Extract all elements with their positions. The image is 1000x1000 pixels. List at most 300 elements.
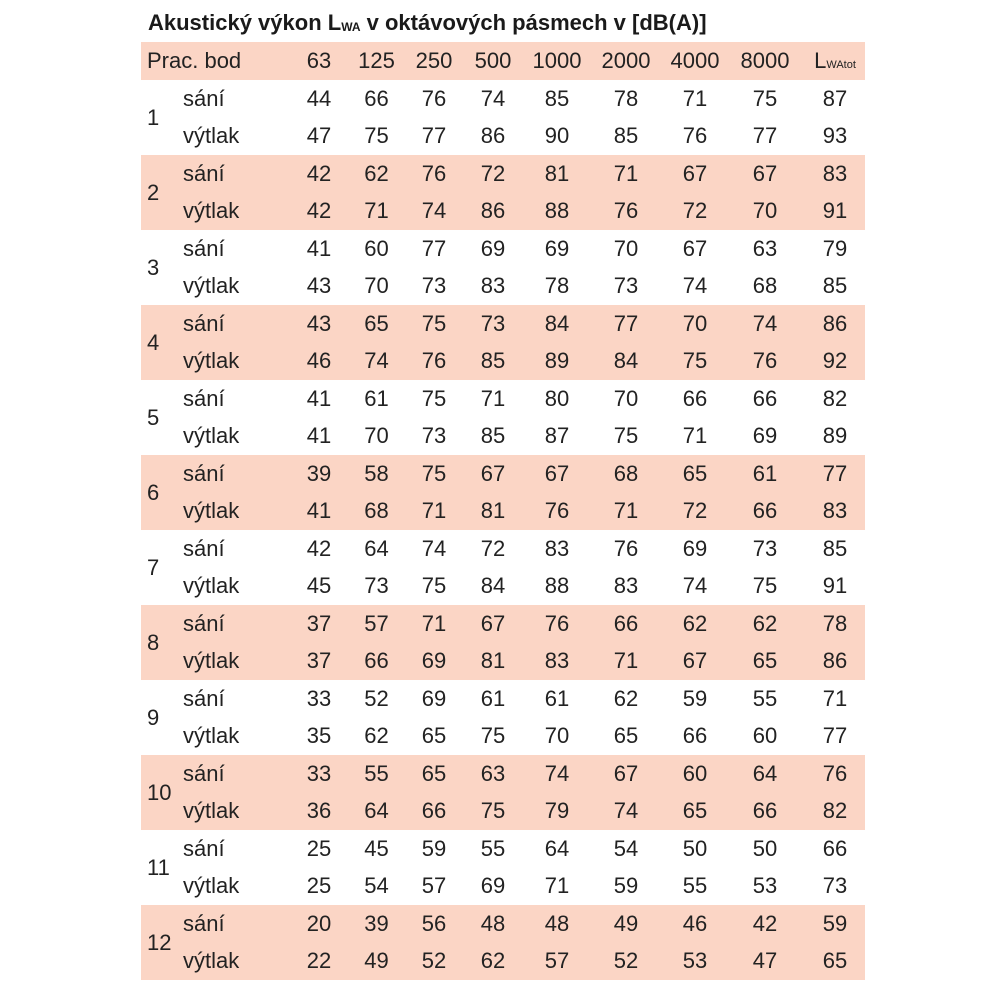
row-label: výtlak (183, 873, 240, 898)
table-cell: 69 (544, 236, 570, 261)
row-label: sání (183, 686, 225, 711)
table-cell: 57 (544, 948, 570, 973)
table-cell: 61 (544, 686, 570, 711)
table-row-discharge (179, 718, 865, 755)
table-cell: 67 (613, 761, 639, 786)
table-cell: 55 (480, 836, 506, 861)
title-text: Akustický výkon L (148, 10, 342, 35)
table-row-intake (179, 606, 865, 643)
table-cell: 76 (752, 348, 778, 373)
table-cell: 71 (613, 648, 639, 673)
table-cell: 78 (544, 273, 570, 298)
row-label: sání (183, 386, 225, 411)
table-cell: 79 (544, 798, 570, 823)
table-cell: 75 (682, 348, 708, 373)
table-cell: 72 (480, 536, 506, 561)
table-cell: 75 (752, 573, 778, 598)
row-label: sání (183, 761, 225, 786)
table-cell: 76 (544, 611, 570, 636)
table-cell: 66 (752, 386, 778, 411)
table-cell: 65 (421, 761, 447, 786)
table-cell: 89 (544, 348, 570, 373)
table-cell: 76 (682, 123, 708, 148)
table-cell: 87 (544, 423, 570, 448)
table-cell: 60 (682, 761, 708, 786)
table-cell: 83 (613, 573, 639, 598)
table-cell: 74 (421, 198, 447, 223)
table-cell: 66 (421, 798, 447, 823)
table-row-intake (179, 231, 865, 268)
table-cell: 69 (752, 423, 778, 448)
row-label: výtlak (183, 123, 240, 148)
table-cell: 72 (682, 498, 708, 523)
table-cell: 75 (613, 423, 639, 448)
table-cell: 77 (822, 723, 848, 748)
table-cell: 61 (480, 686, 506, 711)
table-row-discharge (179, 418, 865, 455)
table-row-discharge (179, 268, 865, 305)
table-row-discharge (179, 493, 865, 530)
row-label: sání (183, 236, 225, 261)
table-cell: 75 (480, 723, 506, 748)
row-group-body (179, 230, 865, 305)
table-cell: 75 (421, 386, 447, 411)
table-cell: 39 (364, 911, 389, 936)
table-cell: 47 (306, 123, 332, 148)
table-cell: 52 (613, 948, 639, 973)
table-cell: 64 (752, 761, 778, 786)
row-group-body (179, 830, 865, 905)
table-cell: 82 (822, 386, 848, 411)
header-band-1000: 1000 (532, 48, 582, 73)
header-band-500: 500 (474, 48, 512, 73)
row-label: sání (183, 86, 225, 111)
table-cell: 57 (421, 873, 447, 898)
table-cell: 66 (752, 798, 778, 823)
header-total-main: L (814, 48, 827, 73)
row-label: výtlak (183, 573, 240, 598)
table-cell: 86 (480, 198, 506, 223)
header-band-63: 63 (306, 48, 332, 73)
table-cell: 65 (364, 311, 389, 336)
table-row-intake (179, 81, 865, 118)
working-point-number: 10 (147, 779, 172, 805)
table-cell: 41 (306, 386, 332, 411)
table-cell: 76 (421, 348, 447, 373)
table-cell: 74 (544, 761, 570, 786)
table-row-intake (179, 381, 865, 418)
table-cell: 66 (682, 723, 708, 748)
table-cell: 65 (822, 948, 848, 973)
table-cell: 65 (682, 461, 708, 486)
table-cell: 67 (480, 461, 506, 486)
table-cell: 46 (682, 911, 708, 936)
table-cell: 76 (544, 498, 570, 523)
table-cell: 70 (364, 273, 389, 298)
table-cell: 59 (613, 873, 639, 898)
table-cell: 73 (480, 311, 506, 336)
table-cell: 71 (613, 498, 639, 523)
row-label: výtlak (183, 273, 240, 298)
table-cell: 45 (364, 836, 389, 861)
table-cell: 53 (682, 948, 708, 973)
row-label: sání (183, 461, 225, 486)
table-body (141, 80, 865, 980)
table-cell: 74 (682, 573, 708, 598)
table-row-discharge (179, 118, 865, 155)
table-cell: 69 (682, 536, 708, 561)
table-cell: 74 (613, 798, 639, 823)
table-cell: 63 (752, 236, 778, 261)
table-row-group (141, 605, 865, 680)
table-cell: 53 (752, 873, 778, 898)
table-cell: 66 (752, 498, 778, 523)
table-row-intake (179, 306, 865, 343)
table-cell: 87 (822, 86, 848, 111)
table-cell: 73 (421, 273, 447, 298)
table-cell: 72 (480, 161, 506, 186)
row-label: výtlak (183, 423, 240, 448)
working-point-number: 5 (147, 404, 160, 430)
table-cell: 83 (822, 498, 848, 523)
table-cell: 77 (421, 123, 447, 148)
table-cell: 67 (544, 461, 570, 486)
table-cell: 74 (421, 536, 447, 561)
row-group-body (179, 755, 865, 830)
table-cell: 67 (682, 161, 708, 186)
table-cell: 86 (822, 648, 848, 673)
table-cell: 76 (613, 536, 639, 561)
table-cell: 60 (364, 236, 389, 261)
table-cell: 66 (613, 611, 639, 636)
table-cell: 68 (613, 461, 639, 486)
table-cell: 90 (544, 123, 570, 148)
row-group-body (179, 305, 865, 380)
table-cell: 91 (822, 198, 848, 223)
table-cell: 73 (822, 873, 848, 898)
row-label: sání (183, 536, 225, 561)
table-cell: 62 (364, 723, 389, 748)
row-group-body (179, 530, 865, 605)
table-cell: 20 (306, 911, 332, 936)
table-row-discharge (179, 568, 865, 605)
working-point-number: 3 (147, 254, 160, 280)
table-cell: 55 (364, 761, 389, 786)
table-cell: 73 (752, 536, 778, 561)
table-cell: 68 (752, 273, 778, 298)
table-cell: 76 (613, 198, 639, 223)
row-label: sání (183, 161, 225, 186)
table-cell: 71 (544, 873, 570, 898)
table-row-group (141, 530, 865, 605)
table-row-group (141, 455, 865, 530)
table-cell: 78 (822, 611, 848, 636)
table-cell: 62 (480, 948, 506, 973)
table-cell: 75 (364, 123, 389, 148)
table-row-intake (179, 681, 865, 718)
table-cell: 63 (480, 761, 506, 786)
table-cell: 89 (822, 423, 848, 448)
working-point-number: 8 (147, 629, 160, 655)
row-group-body (179, 905, 865, 980)
table-cell: 56 (421, 911, 447, 936)
table-cell: 93 (822, 123, 848, 148)
table-cell: 22 (306, 948, 332, 973)
table-cell: 71 (613, 161, 639, 186)
table-row-discharge (179, 793, 865, 830)
table-cell: 81 (480, 648, 506, 673)
header-band-8000: 8000 (740, 48, 790, 73)
table-cell: 70 (613, 236, 639, 261)
table-cell: 69 (480, 236, 506, 261)
table-cell: 64 (544, 836, 570, 861)
table-cell: 75 (421, 573, 447, 598)
row-label: výtlak (183, 498, 240, 523)
row-group-body (179, 380, 865, 455)
row-group-body (179, 80, 865, 155)
table-cell: 59 (421, 836, 447, 861)
table-cell: 85 (822, 536, 848, 561)
row-label: výtlak (183, 798, 240, 823)
table-cell: 25 (306, 836, 332, 861)
table-cell: 49 (364, 948, 389, 973)
table-cell: 76 (421, 86, 447, 111)
table-cell: 84 (544, 311, 570, 336)
table-cell: 73 (421, 423, 447, 448)
table-row-intake (179, 906, 865, 943)
title-subscript: WA (341, 20, 361, 34)
title-text-rest: v oktávových pásmech v [dB(A)] (360, 10, 707, 35)
table-cell: 41 (306, 236, 332, 261)
table-cell: 79 (822, 236, 848, 261)
table-cell: 77 (613, 311, 639, 336)
table-row-group (141, 755, 865, 830)
table-cell: 59 (682, 686, 708, 711)
row-label: sání (183, 836, 225, 861)
table-cell: 67 (752, 161, 778, 186)
table-cell: 48 (544, 911, 570, 936)
table-cell: 59 (822, 911, 848, 936)
table-row-discharge (179, 193, 865, 230)
table-cell: 75 (480, 798, 506, 823)
table-row-group (141, 680, 865, 755)
table-cell: 75 (421, 311, 447, 336)
table-row-group (141, 380, 865, 455)
table-cell: 71 (421, 611, 447, 636)
table-cell: 70 (752, 198, 778, 223)
table-cell: 46 (306, 348, 332, 373)
table-row-intake (179, 831, 865, 868)
table-cell: 71 (682, 86, 708, 111)
table-cell: 85 (480, 423, 506, 448)
table-row-intake (179, 156, 865, 193)
table-cell: 42 (306, 161, 332, 186)
table-cell: 76 (822, 761, 848, 786)
row-group-body (179, 605, 865, 680)
table-row-discharge (179, 643, 865, 680)
row-label: sání (183, 611, 225, 636)
table-cell: 86 (822, 311, 848, 336)
working-point-number: 6 (147, 479, 160, 505)
table-cell: 33 (306, 761, 332, 786)
table-cell: 76 (421, 161, 447, 186)
table-cell: 77 (752, 123, 778, 148)
table-cell: 81 (544, 161, 570, 186)
table-cell: 52 (421, 948, 447, 973)
table-cell: 84 (480, 573, 506, 598)
table-cell: 42 (752, 911, 778, 936)
table-cell: 25 (306, 873, 332, 898)
table-cell: 36 (306, 798, 332, 823)
table-cell: 37 (306, 648, 332, 673)
table-cell: 49 (613, 911, 639, 936)
table-cell: 72 (682, 198, 708, 223)
table-cell: 41 (306, 423, 332, 448)
table-cell: 55 (682, 873, 708, 898)
table-title (148, 6, 707, 40)
table-cell: 70 (544, 723, 570, 748)
table-cell: 70 (613, 386, 639, 411)
table-cell: 66 (364, 86, 389, 111)
table-cell: 77 (822, 461, 848, 486)
header-band-250: 250 (415, 48, 453, 73)
table-cell: 74 (480, 86, 506, 111)
table-cell: 82 (822, 798, 848, 823)
header-total-sub: WAtot (826, 59, 856, 71)
table-cell: 50 (752, 836, 778, 861)
table-row-discharge (179, 343, 865, 380)
table-cell: 62 (613, 686, 639, 711)
table-row-group (141, 80, 865, 155)
table-cell: 71 (364, 198, 389, 223)
table-cell: 85 (544, 86, 570, 111)
table-cell: 64 (364, 798, 389, 823)
table-cell: 92 (822, 348, 848, 373)
table-cell: 60 (752, 723, 778, 748)
table-cell: 65 (682, 798, 708, 823)
table-cell: 83 (480, 273, 506, 298)
table-cell: 80 (544, 386, 570, 411)
table-cell: 83 (544, 536, 570, 561)
table-cell: 73 (613, 273, 639, 298)
table-cell: 86 (480, 123, 506, 148)
table-cell: 73 (364, 573, 389, 598)
row-label: výtlak (183, 198, 240, 223)
working-point-number: 9 (147, 704, 160, 730)
table-cell: 58 (364, 461, 389, 486)
table-cell: 74 (752, 311, 778, 336)
table-cell: 37 (306, 611, 332, 636)
table-header-row (141, 42, 865, 80)
working-point-number: 12 (147, 929, 172, 955)
table-row-group (141, 305, 865, 380)
table-cell: 61 (364, 386, 389, 411)
table-cell: 65 (613, 723, 639, 748)
table-cell: 74 (364, 348, 389, 373)
table-cell: 42 (306, 536, 332, 561)
table-cell: 68 (364, 498, 389, 523)
table-row-group (141, 830, 865, 905)
table-row-discharge (179, 868, 865, 905)
table-cell: 78 (613, 86, 639, 111)
table-cell: 66 (822, 836, 848, 861)
row-group-body (179, 455, 865, 530)
table-cell: 91 (822, 573, 848, 598)
table-cell: 71 (480, 386, 506, 411)
header-band-4000: 4000 (670, 48, 720, 73)
table-cell: 77 (421, 236, 447, 261)
working-point-number: 11 (147, 854, 170, 880)
table-cell: 52 (364, 686, 389, 711)
table-cell: 75 (421, 461, 447, 486)
sound-power-table (141, 42, 865, 980)
table-cell: 67 (682, 648, 708, 673)
table-cell: 75 (752, 86, 778, 111)
table-cell: 88 (544, 573, 570, 598)
table-cell: 43 (306, 311, 332, 336)
header-band-125: 125 (358, 48, 395, 73)
table-cell: 71 (421, 498, 447, 523)
table-cell: 41 (306, 498, 332, 523)
table-cell: 66 (682, 386, 708, 411)
table-cell: 71 (682, 423, 708, 448)
table-cell: 64 (364, 536, 389, 561)
table-cell: 88 (544, 198, 570, 223)
table-cell: 81 (480, 498, 506, 523)
table-cell: 33 (306, 686, 332, 711)
table-cell: 69 (480, 873, 506, 898)
table-cell: 66 (364, 648, 389, 673)
table-cell: 62 (364, 161, 389, 186)
table-row-intake (179, 531, 865, 568)
table-cell: 85 (613, 123, 639, 148)
table-cell: 71 (822, 686, 848, 711)
table-cell: 35 (306, 723, 332, 748)
table-cell: 69 (421, 648, 447, 673)
table-cell: 85 (480, 348, 506, 373)
table-cell: 83 (544, 648, 570, 673)
row-group-body (179, 680, 865, 755)
table-cell: 62 (752, 611, 778, 636)
table-cell: 83 (822, 161, 848, 186)
row-label: výtlak (183, 948, 240, 973)
row-label: sání (183, 311, 225, 336)
row-label: výtlak (183, 723, 240, 748)
table-cell: 54 (613, 836, 639, 861)
table-cell: 45 (306, 573, 332, 598)
table-row-group (141, 230, 865, 305)
table-cell: 54 (364, 873, 389, 898)
table-row-group (141, 155, 865, 230)
table-cell: 65 (752, 648, 778, 673)
header-working-point: Prac. bod (147, 48, 242, 73)
table-cell: 65 (421, 723, 447, 748)
table-cell: 55 (752, 686, 778, 711)
table-row-intake (179, 456, 865, 493)
table-row-intake (179, 756, 865, 793)
row-label: výtlak (183, 348, 240, 373)
working-point-number: 4 (147, 329, 160, 355)
table-cell: 43 (306, 273, 332, 298)
table-row-discharge (179, 943, 865, 980)
table-cell: 42 (306, 198, 332, 223)
table-cell: 44 (306, 86, 332, 111)
row-group-body (179, 155, 865, 230)
header-band-2000: 2000 (601, 48, 651, 73)
row-label: sání (183, 911, 225, 936)
table-cell: 39 (306, 461, 332, 486)
row-label: výtlak (183, 648, 240, 673)
